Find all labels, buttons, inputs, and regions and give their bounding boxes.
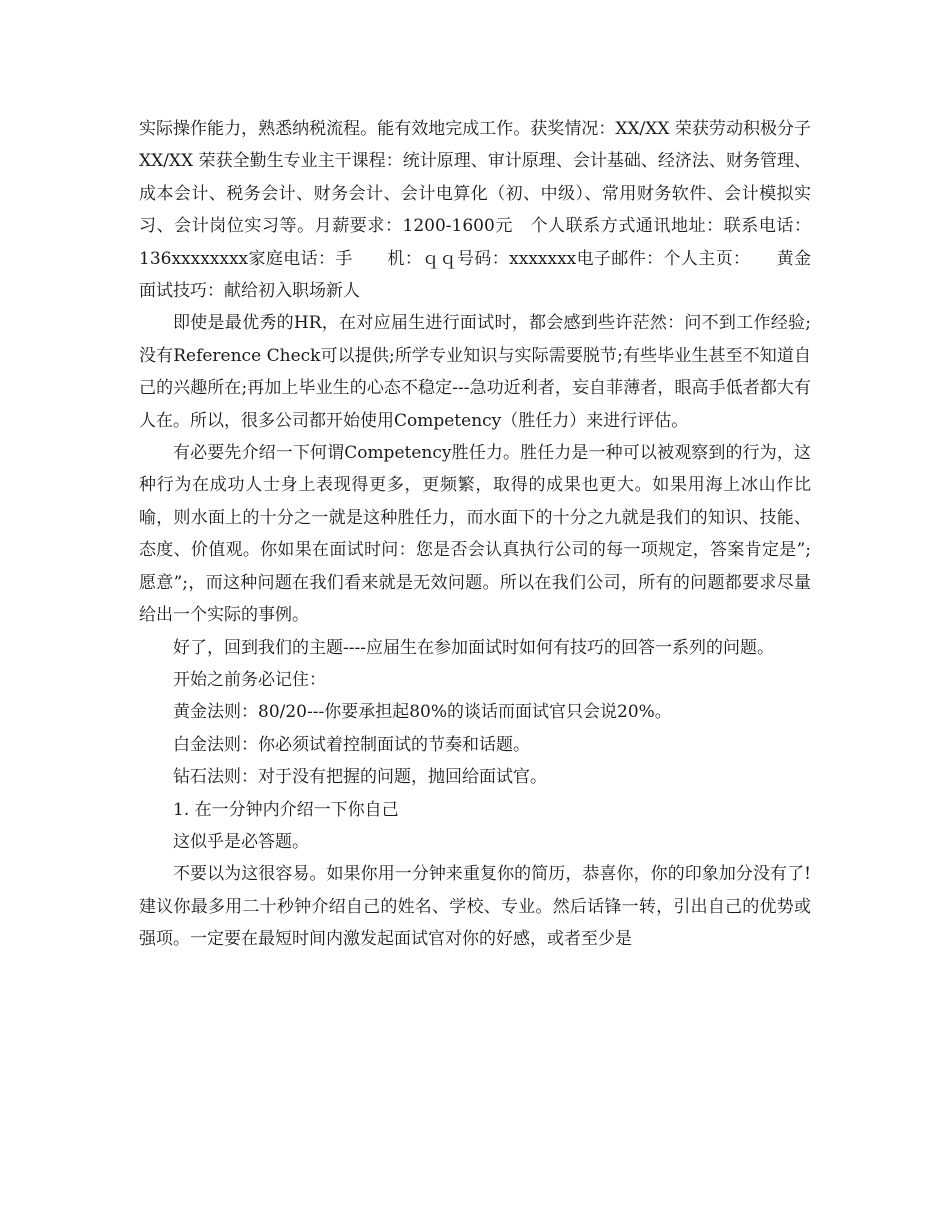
paragraph-self-intro-advice: 不要以为这很容易。如果你用一分钟来重复你的简历，恭喜你，你的印象加分没有了!建议你最多用二十秒钟介绍自己的姓名、学校、专业。然后话锋一转，引出自己的优势或强项。一定要在最短时间内激发起面试官对你的好感，或者至少是 (139, 864, 811, 950)
paragraph-golden-rule: 黄金法则：80/20---你要承担起80%的谈话而面试官只会说20%。 (173, 702, 672, 723)
paragraph-question-1: 1. 在一分钟内介绍一下你自己 (173, 799, 399, 820)
paragraph-diamond-rule: 钻石法则：对于没有把握的问题，抛回给面试官。 (173, 767, 547, 788)
paragraph-remember: 开始之前务必记住： (173, 669, 326, 690)
paragraph-resume-continuation: 实际操作能力，熟悉纳税流程。能有效地完成工作。获奖情况：XX/XX 荣获劳动积极分子XX/XX 荣获全勤生专业主干课程：统计原理、审计原理、会计基础、经济法、财务管理、成本会计、税务会计、财务会计、会计电算化（初、中级）、常用财务软件、会计模拟实习、会计岗位实习等。月薪要求：1200-1600元 个人联系方式通讯地址：联系电话：136xxxxxxxx家庭电话：手 机：ｑｑ号码：xxxxxxx电子邮件：个人主页： 黄金面试技巧：献给初入职场新人 (139, 119, 811, 302)
paragraph-competency: 有必要先介绍一下何谓Competency胜任力。胜任力是一种可以被观察到的行为，这种行为在成功人士身上表现得更多，更频繁，取得的成果也更大。如果用海上冰山作比喻，则水面上的十分之一就是这种胜任力，而水面下的十分之九就是我们的知识、技能、态度、价值观。你如果在面试时问：您是否会认真执行公司的每一项规定，答案肯定是”;愿意”;，而这种问题在我们看来就是无效问题。所以在我们公司，所有的问题都要求尽量给出一个实际的事例。 (139, 443, 811, 626)
paragraph-hr-intro: 即使是最优秀的HR，在对应届生进行面试时，都会感到些许茫然：问不到工作经验;没有Reference Check可以提供;所学专业知识与实际需要脱节;有些毕业生甚至不知道自己的兴趣所在;再加上毕业生的心态不稳定---急功近利者，妄自菲薄者，眼高手低者都大有人在。所以，很多公司都开始使用Competency（胜任力）来进行评估。 (139, 313, 811, 431)
document-body (139, 113, 811, 956)
paragraph-must-answer: 这似乎是必答题。 (173, 831, 309, 852)
paragraph-main-topic: 好了，回到我们的主题----应届生在参加面试时如何有技巧的回答一系列的问题。 (173, 637, 774, 658)
paragraph-platinum-rule: 白金法则：你必须试着控制面试的节奏和话题。 (173, 734, 530, 755)
